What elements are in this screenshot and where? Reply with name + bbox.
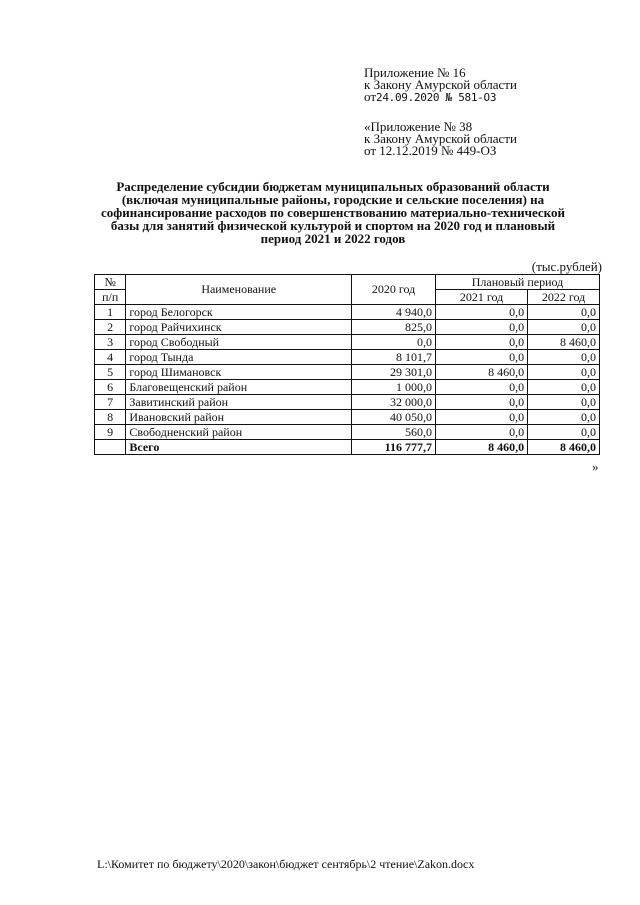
table-row (95, 320, 600, 335)
appendix-law: к Закону Амурской области (364, 77, 517, 92)
row-name: город Тында (126, 350, 352, 365)
row-value-2021: 0,0 (436, 320, 528, 335)
row-value-2022: 0,0 (528, 305, 600, 320)
row-value-2020: 40 050,0 (352, 410, 436, 425)
row-value-2020: 1 000,0 (352, 380, 436, 395)
row-value-2021: 0,0 (436, 395, 528, 410)
row-value-2022: 0,0 (528, 380, 600, 395)
row-value-2021: 0,0 (436, 425, 528, 440)
row-value-2022: 0,0 (528, 410, 600, 425)
row-value-2022: 0,0 (528, 365, 600, 380)
row-number: 8 (95, 410, 126, 425)
row-value-2022: 8 460,0 (528, 335, 600, 350)
row-value-2020: 8 101,7 (352, 350, 436, 365)
appendix-date-line (364, 91, 517, 104)
row-name: город Белогорск (126, 305, 352, 320)
footer-file-path: L:\Комитет по бюджету\2020\закон\бюджет сентябрь\2 чтение\Zakon.docx (97, 857, 475, 871)
table-row (95, 350, 600, 365)
table-row (95, 380, 600, 395)
previous-appendix-block (364, 121, 517, 157)
row-value-2020: 825,0 (352, 320, 436, 335)
row-value-2021: 0,0 (436, 335, 528, 350)
row-value-2020: 4 940,0 (352, 305, 436, 320)
row-name: Свободненский район (126, 425, 352, 440)
appendix-block (364, 67, 517, 104)
header-2021: 2021 год (436, 290, 528, 305)
row-number: 9 (95, 425, 126, 440)
header-planned-period: Плановый период (436, 275, 600, 290)
row-value-2022: 0,0 (528, 395, 600, 410)
row-value-2021: 0,0 (436, 305, 528, 320)
row-name: город Шимановск (126, 365, 352, 380)
row-number: 2 (95, 320, 126, 335)
total-value-2021: 8 460,0 (436, 440, 528, 455)
row-name: город Свободный (126, 335, 352, 350)
prev-appendix-date: от 12.12.2019 № 449-ОЗ (364, 143, 497, 158)
header-name: Наименование (126, 275, 352, 305)
prev-appendix-number: «Приложение № 38 (364, 119, 473, 134)
table-row (95, 365, 600, 380)
units-label: (тыс.рублей) (531, 259, 602, 274)
row-number: 6 (95, 380, 126, 395)
row-value-2021: 0,0 (436, 380, 528, 395)
row-number: 4 (95, 350, 126, 365)
row-value-2021: 0,0 (436, 350, 528, 365)
row-number: 3 (95, 335, 126, 350)
table-row (95, 395, 600, 410)
total-value-2020: 116 777,7 (352, 440, 436, 455)
row-name: Завитинский район (126, 395, 352, 410)
table-total-row (95, 440, 600, 455)
row-number: 1 (95, 305, 126, 320)
closing-quote: » (592, 459, 599, 474)
header-2022: 2022 год (528, 290, 600, 305)
row-value-2022: 0,0 (528, 425, 600, 440)
appendix-number: Приложение № 16 (364, 65, 466, 80)
row-number: 7 (95, 395, 126, 410)
row-value-2020: 0,0 (352, 335, 436, 350)
document-title: Распределение субсидии бюджетам муниципальных образований области (включая муниципальные районы, городские и сельские поселения) на софинансирование расходов по совершенствованию материально-технической базы для занятий физической культурой и спортом на 2020 год и плановый период 2021 и 2022 годов (101, 179, 565, 246)
header-2020: 2020 год (352, 275, 436, 305)
table-row (95, 305, 600, 320)
header-num: № (95, 275, 126, 290)
row-value-2022: 0,0 (528, 350, 600, 365)
table-header-row (95, 275, 600, 290)
handwritten-date: 24.09.2020 № 581-ОЗ (376, 91, 497, 104)
prev-appendix-law: к Закону Амурской области (364, 131, 517, 146)
row-value-2020: 29 301,0 (352, 365, 436, 380)
header-num-2: п/п (95, 290, 126, 305)
table-row (95, 410, 600, 425)
row-value-2021: 0,0 (436, 410, 528, 425)
row-value-2020: 560,0 (352, 425, 436, 440)
appendix-date-prefix: от (364, 89, 377, 104)
row-name: город Райчихинск (126, 320, 352, 335)
total-label: Всего (126, 440, 352, 455)
total-value-2022: 8 460,0 (528, 440, 600, 455)
total-number-cell (95, 440, 126, 455)
row-value-2022: 0,0 (528, 320, 600, 335)
subsidy-table (94, 274, 600, 455)
row-number: 5 (95, 365, 126, 380)
table-row (95, 335, 600, 350)
row-name: Благовещенский район (126, 380, 352, 395)
row-name: Ивановский район (126, 410, 352, 425)
row-value-2021: 8 460,0 (436, 365, 528, 380)
table-row (95, 425, 600, 440)
row-value-2020: 32 000,0 (352, 395, 436, 410)
